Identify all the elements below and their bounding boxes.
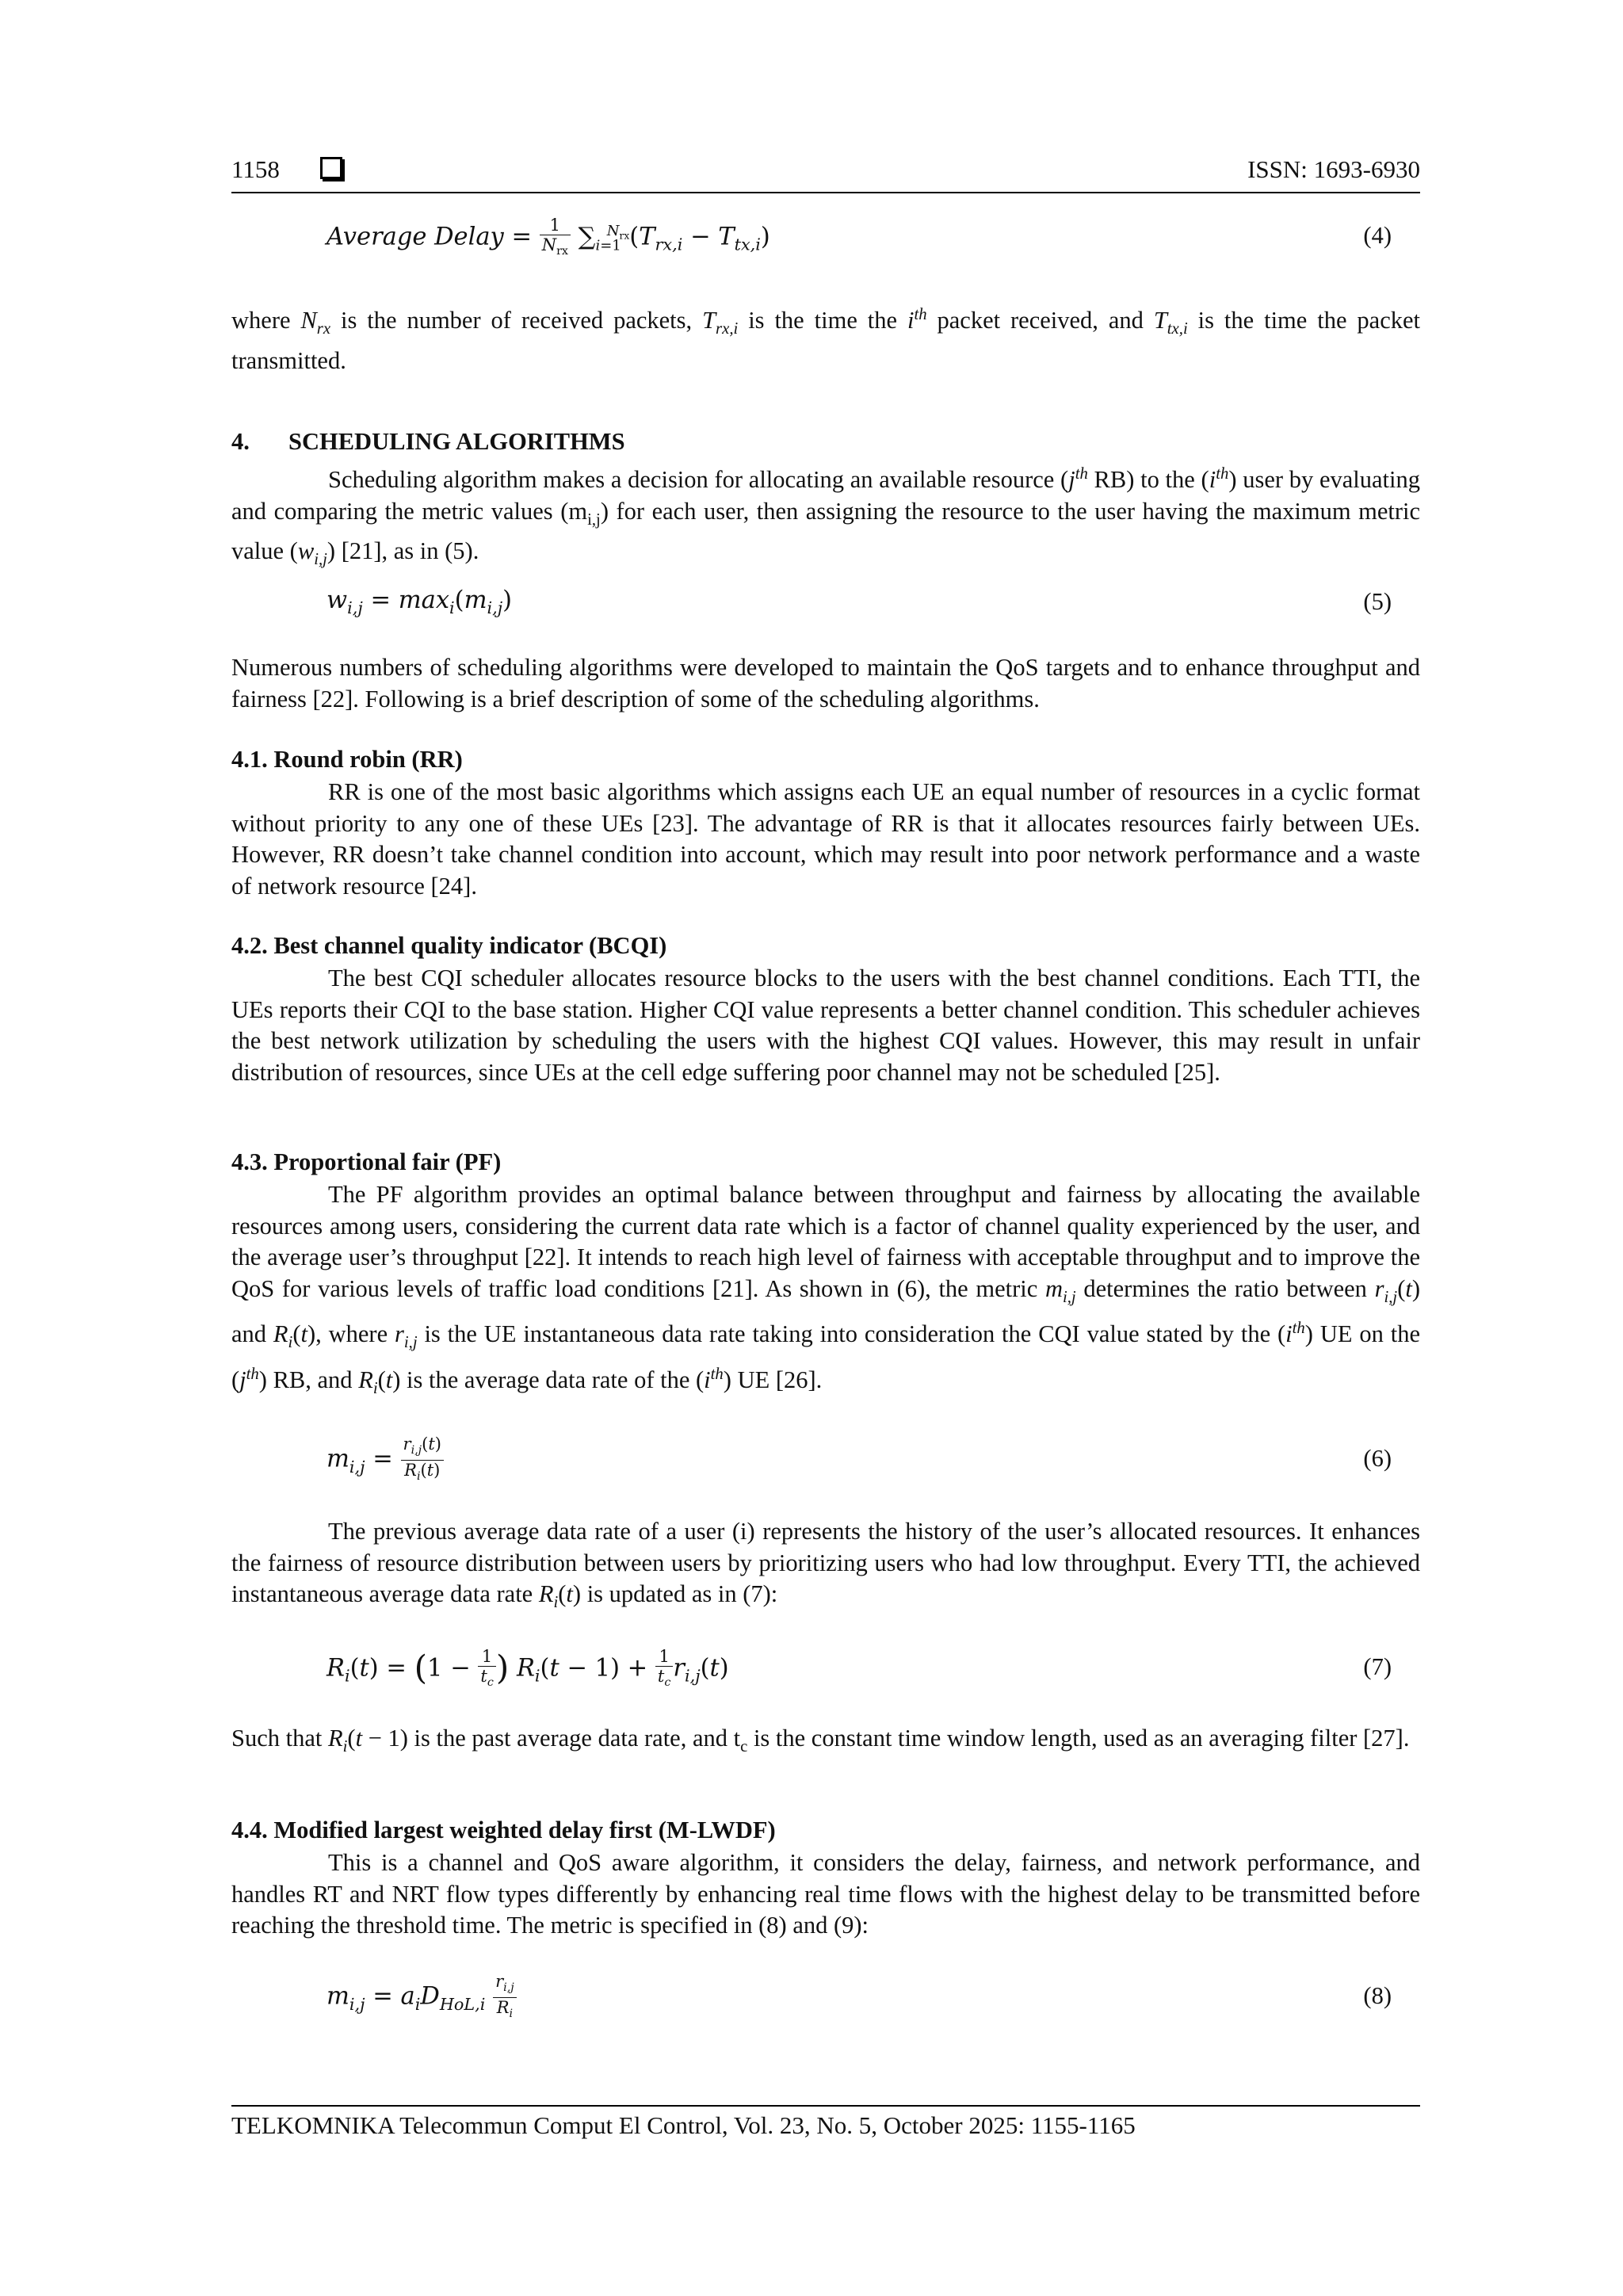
subsection-4-2-title: 4.2. Best channel quality indicator (BCQI) [231,932,667,959]
subsection-4-3-text-b: The previous average data rate of a user (i) represents the history of the user’s allocated resources. It enhances the fairness of resource distribution between users by prioritizing users who had low throughput. Every TTI, the achieved instantaneous average data rate $R_i(t)$ is updated as in (7): [231,1518,1420,1612]
page-header [231,155,1420,193]
equation-8: $m_{i,j} = a_iD_{HoL,i}$ $\frac{r_{i,j}}{R_i}$ [327,1972,517,2023]
page-number: 1158 [231,155,280,183]
square-bullet-icon [320,157,342,179]
equation-6-label: (6) [1363,1445,1392,1472]
equation-7: $R_i(t) = (1$ − $\frac{1}{t_c}$ ) $R_i(t - 1)$ + $\frac{1}{t_c}$ $r_{i,j}(t)$ [327,1647,729,1690]
equation-7-label: (7) [1363,1653,1392,1680]
subsection-4-4-title: 4.4. Modified largest weighted delay first (M-LWDF) [231,1817,776,1843]
equation-5-label: (5) [1363,588,1392,615]
paragraph-eq4-definition: where $N_{rx}$ is the number of received packets, $T_{rx,i}$ is the time the $i^{th}$ packet received, and $T_{tx,i}$ is the time the packet transmitted. [231,306,1420,374]
equation-4-label: (4) [1363,222,1392,249]
section-heading: 4. SCHEDULING ALGORITHMS [231,428,625,455]
equation-6: $m_{i,j}$ = $\frac{r_{i,j}(t)}{R_i(t)}$ [327,1435,444,1486]
equation-5: $w_{i,j} = \max_i(m_{i,j})$ [327,586,513,618]
subsection-4-3-text-c: Such that $R_i(t - 1)$ is the past average data rate, and $t_c$ is the constant time window length, used as an averaging filter [27]. [231,1725,1410,1756]
subsection-4-3-text: The PF algorithm provides an optimal balance between throughput and fairness by allocating the available resources among users, considering the current data rate which is a factor of channel quality experienced by the user, and the average user’s throughput [22]. It intends to reach high level of fairness with acceptable throughput and to improve the QoS for various levels of traffic load conditions [21]. As shown in (6), the metric $m_{i,j}$ determines the ratio between $r_{i,j}(t)$ and $R_i(t)$, where $r_{i,j}$ is the UE instantaneous data rate taking into consideration the CQI value stated by the $(i^{th})$ UE on the $(j^{th})$ RB, and $R_i(t)$ is the average data rate of the $(i^{th})$ UE [26]. [231,1181,1421,1398]
page-footer: TELKOMNIKA Telecommun Comput El Control, Vol. 23, No. 5, October 2025: 1155-1165 [231,2105,1420,2140]
subsection-4-2-text: The best CQI scheduler allocates resource blocks to the users with the best channel conditions. Each TTI, the UEs reports their CQI to the base station. Higher CQI value represents a better channel condition. This scheduler achieves the best network utilization by scheduling the users with the highest CQI values. However, this may result in unfair distribution of resources, since UEs at the cell edge suffering poor channel may not be scheduled [25]. [231,965,1420,1086]
section-4-intro: Scheduling algorithm makes a decision for allocating an available resource ($j^{th}$ RB) to the $(i^{th})$ user by evaluating and comparing the metric values $(m_{i,j})$ for each user, then assigning the resource to the user having the maximum metric value $(w_{i,j})$ [21], as in (5). [231,465,1420,569]
subsection-4-1-text: RR is one of the most basic algorithms which assigns each UE an equal number of resources in a cyclic format without priority to any one of these UEs [23]. The advantage of RR is that it allocates resources fairly between UEs. However, RR doesn’t take channel condition into account, which may result into poor network performance and a waste of network resource [24]. [231,778,1420,900]
subsection-4-3-title: 4.3. Proportional fair (PF) [231,1148,502,1175]
subsection-4-1-title: 4.1. Round robin (RR) [231,746,463,773]
equation-8-label: (8) [1363,1982,1392,2009]
section-4-para2: Numerous numbers of scheduling algorithms were developed to maintain the QoS targets and to enhance throughput and fairness [22]. Following is a brief description of some of the scheduling algorithms. [231,654,1420,712]
issn: ISSN: 1693-6930 [1247,155,1420,183]
equation-4: Average Delay = $\frac{1}{N_{rx}}$ $\sum_{i=1}^{N_{rx}}(T_{rx,i} - T_{tx,i})$ [327,216,770,258]
subsection-4-4-text: This is a channel and QoS aware algorithm, it considers the delay, fairness, and network performance, and handles RT and NRT flow types differently by enhancing real time flows with the highest delay to be transmitted before reaching the threshold time. The metric is specified in (8) and (9): [231,1849,1420,1939]
